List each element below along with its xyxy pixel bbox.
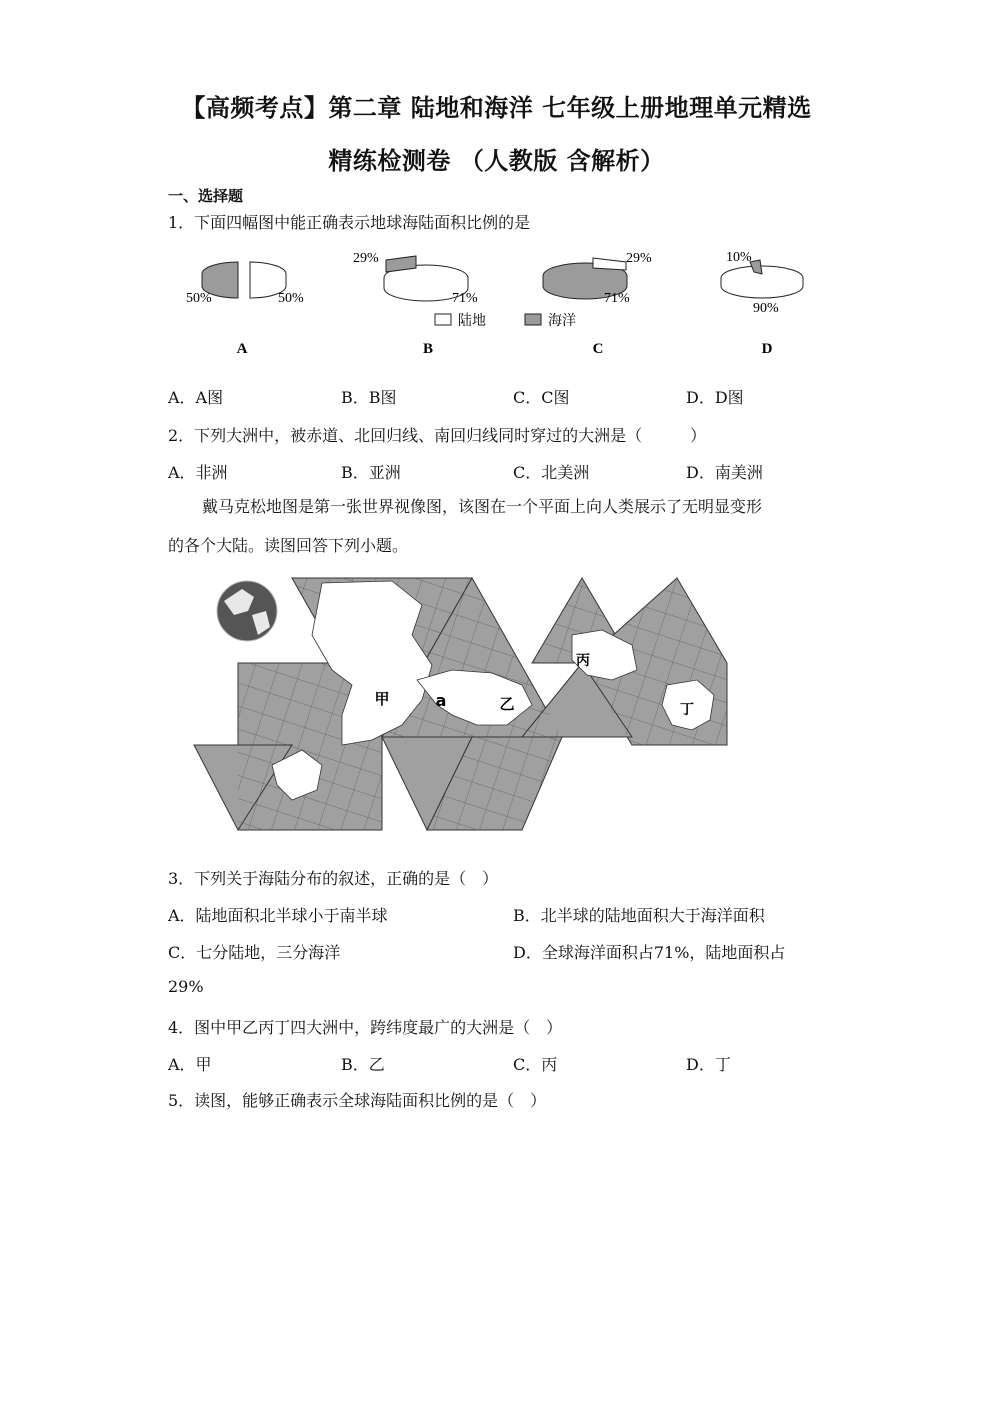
q3-option-a[interactable]: A．陆地面积北半球小于南半球 [168,906,388,925]
pie-a-label-land: 50% [278,291,304,306]
map-label-bing: 丙 [576,653,590,669]
q4-option-b[interactable]: B．乙 [341,1055,385,1074]
q3-option-d[interactable]: D．全球海洋面积占71%，陆地面积占 [513,943,786,962]
passage-line-1: 戴马克松地图是第一张世界视像图，该图在一个平面上向人类展示了无明显变形 [202,497,763,516]
q2-option-a[interactable]: A．非洲 [168,463,228,482]
legend-land-label: 陆地 [458,313,486,329]
map-label-ding: 丁 [680,702,694,718]
question-1-stem: 1．下面四幅图中能正确表示地球海陆面积比例的是 [168,213,531,232]
legend-sea-swatch [525,314,541,325]
q1-option-a[interactable]: A．A图 [168,388,224,407]
q4-option-d[interactable]: D．丁 [686,1055,731,1074]
pie-d-caption: D [761,341,773,357]
pie-c-label-land: 29% [626,251,652,266]
pie-c-label-sea: 71% [604,291,630,306]
pie-c-caption: C [592,341,604,357]
q3-option-d-continued: 29% [168,977,204,996]
globe-icon [217,581,277,641]
legend-sea-label: 海洋 [548,313,576,329]
map-label-a: a [435,691,447,710]
section-heading: 一、选择题 [168,187,244,205]
pie-d-label-land: 90% [753,301,779,316]
q3-option-c[interactable]: C．七分陆地，三分海洋 [168,943,341,962]
question-5-stem: 5．读图，能够正确表示全球海陆面积比例的是（ ） [168,1091,547,1110]
legend-land-swatch [435,314,451,325]
q2-option-b[interactable]: B．亚洲 [341,463,401,482]
map-label-yi: 乙 [499,695,515,713]
q1-option-b[interactable]: B．B图 [341,388,397,407]
q1-option-d[interactable]: D．D图 [686,388,744,407]
q4-option-a[interactable]: A．甲 [168,1055,212,1074]
dymaxion-map [192,575,732,835]
page-title: 【高频考点】第二章 陆地和海洋 七年级上册地理单元精选 [181,94,812,122]
q4-option-c[interactable]: C．丙 [513,1055,558,1074]
pie-d-label-sea: 10% [726,250,752,265]
map-label-jia: 甲 [374,690,390,708]
pie-b-label-land: 71% [452,291,478,306]
pie-d [721,260,803,298]
page-subtitle: 精练检测卷 （人教版 含解析） [328,147,665,175]
pie-a [202,262,286,298]
pie-a-caption: A [236,341,248,357]
q1-option-c[interactable]: C．C图 [513,388,570,407]
q2-option-d[interactable]: D．南美洲 [686,463,763,482]
pie-b-caption: B [422,341,434,357]
question-4-stem: 4．图中甲乙丙丁四大洲中，跨纬度最广的大洲是（ ） [168,1018,563,1037]
q3-option-b[interactable]: B．北半球的陆地面积大于海洋面积 [513,906,765,925]
pie-b-label-sea: 29% [353,251,379,266]
pie-a-label-sea: 50% [186,291,212,306]
question-3-stem: 3．下列关于海陆分布的叙述，正确的是（ ） [168,869,499,888]
q2-option-c[interactable]: C．北美洲 [513,463,590,482]
pie-figure [170,240,830,365]
question-2-stem: 2．下列大洲中，被赤道、北回归线、南回归线同时穿过的大洲是（ ） [168,426,707,445]
passage-line-2: 的各个大陆。读图回答下列小题。 [168,536,409,555]
